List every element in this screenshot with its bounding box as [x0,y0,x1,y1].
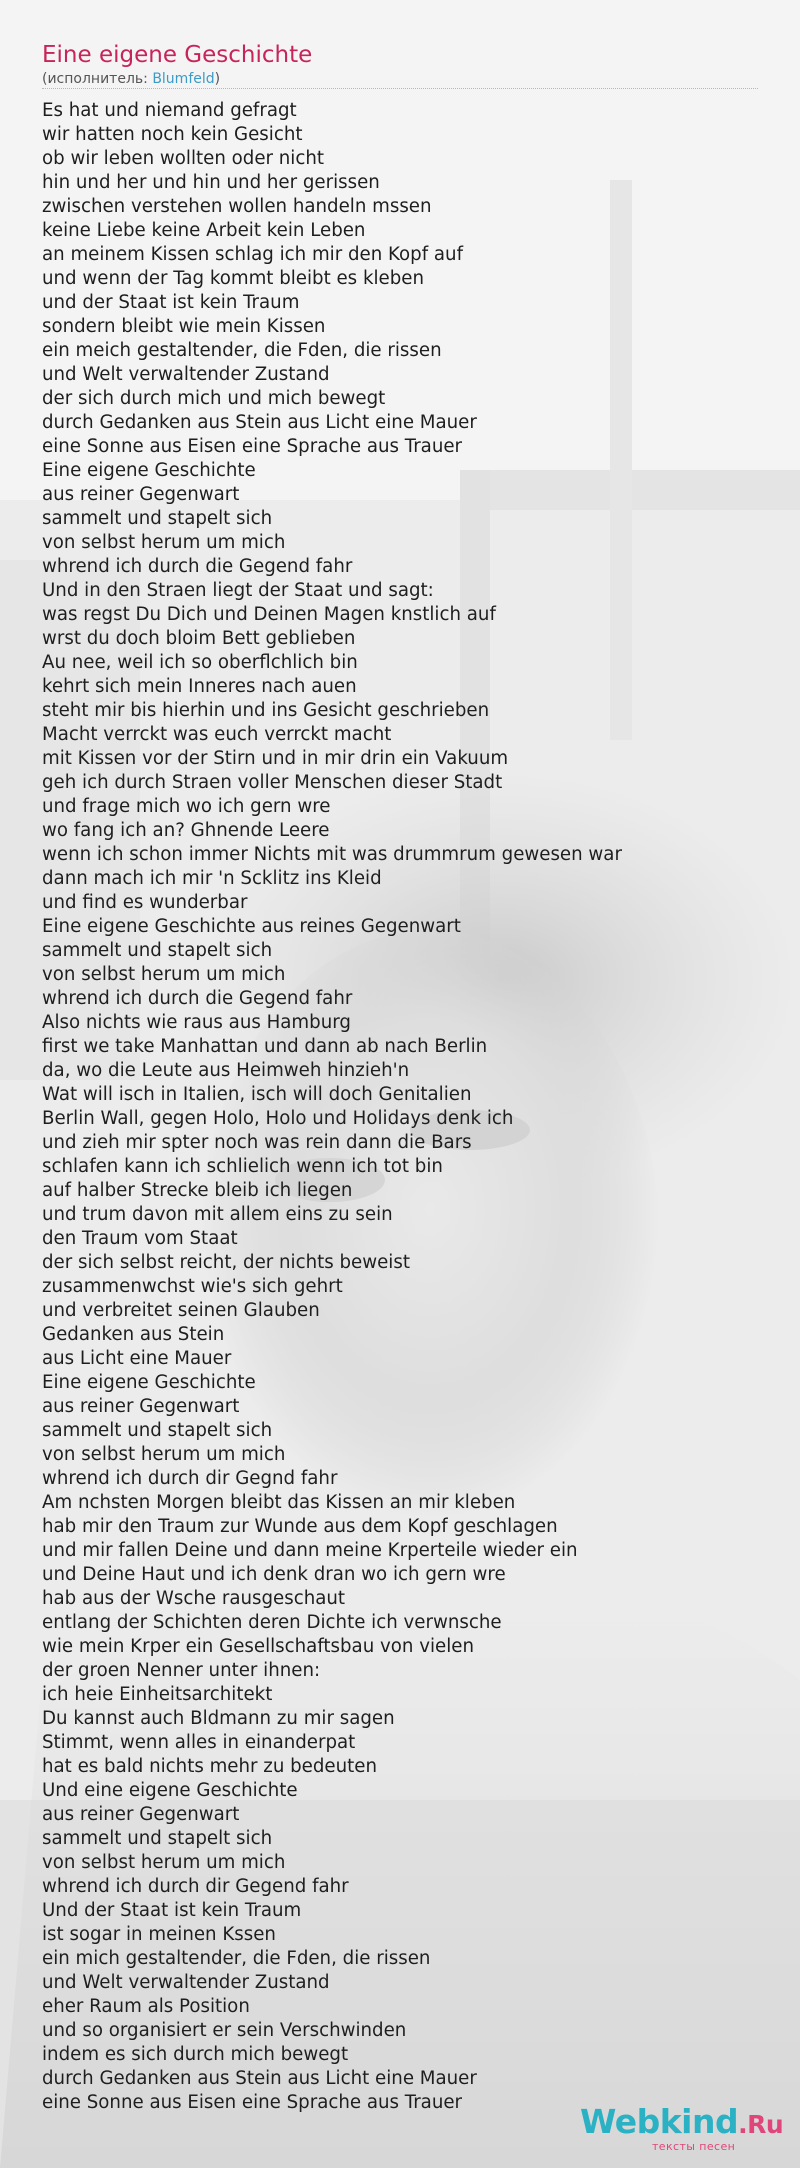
lyric-line: Also nichts wie raus aus Hamburg [42,1012,351,1033]
lyric-line: und find es wunderbar [42,892,248,913]
lyric-line: hab aus der Wsche rausgeschaut [42,1588,346,1609]
lyric-line: Berlin Wall, gegen Holo, Holo und Holidays denk ich [42,1108,514,1129]
lyric-line: zusammenwchst wie's sich gehrt [42,1276,343,1297]
lyric-line: und so organisiert er sein Verschwinden [42,2020,407,2041]
lyrics-text [42,99,772,2115]
lyric-line: und wenn der Tag kommt bleibt es kleben [42,268,424,289]
song-title: Eine eigene Geschichte [42,42,313,68]
lyric-line: Wat will isch in Italien, isch will doch Genitalien [42,1084,472,1105]
lyric-line: Stimmt, wenn alles in einanderpat [42,1732,356,1753]
lyric-line: und frage mich wo ich gern wre [42,796,331,817]
lyric-line: ein meich gestaltender, die Fden, die rissen [42,340,442,361]
lyric-line: Au nee, weil ich so oberflchlich bin [42,652,358,673]
lyric-line: und Welt verwaltender Zustand [42,364,330,385]
lyric-line: ich heie Einheitsarchitekt [42,1684,273,1705]
lyric-line: aus Licht eine Mauer [42,1348,232,1369]
lyric-line: Du kannst auch Bldmann zu mir sagen [42,1708,395,1729]
lyric-line: und Deine Haut und ich denk dran wo ich gern wre [42,1564,506,1585]
lyric-line: zwischen verstehen wollen handeln mssen [42,196,432,217]
lyric-line: von selbst herum um mich [42,1444,286,1465]
lyric-line: geh ich durch Straen voller Menschen dieser Stadt [42,772,503,793]
site-watermark [580,2102,784,2156]
watermark-tagline: тексты песен [652,2140,736,2153]
lyric-line: eher Raum als Position [42,1996,250,2017]
lyric-line: sondern bleibt wie mein Kissen [42,316,326,337]
lyric-line: Und in den Straen liegt der Staat und sagt: [42,580,434,601]
lyric-line: den Traum vom Staat [42,1228,238,1249]
lyric-line: whrend ich durch dir Gegnd fahr [42,1468,338,1489]
lyric-line: und mir fallen Deine und dann meine Krperteile wieder ein [42,1540,578,1561]
watermark-tld: .Ru [738,2110,784,2139]
lyric-line: ob wir leben wollten oder nicht [42,148,325,169]
lyric-line: Es hat und niemand gefragt [42,100,297,121]
lyric-line: ein mich gestaltender, die Fden, die rissen [42,1948,431,1969]
performer-line [42,70,220,88]
artist-link[interactable]: Blumfeld [152,71,215,87]
lyric-line: aus reiner Gegenwart [42,1804,240,1825]
lyric-line: durch Gedanken aus Stein aus Licht eine Mauer [42,412,477,433]
lyric-line: dann mach ich mir 'n Scklitz ins Kleid [42,868,382,889]
lyric-line: whrend ich durch die Gegend fahr [42,988,353,1009]
lyric-line: und verbreitet seinen Glauben [42,1300,320,1321]
lyric-line: hin und her und hin und her gerissen [42,172,380,193]
lyric-line: Eine eigene Geschichte [42,1372,256,1393]
lyric-line: hat es bald nichts mehr zu bedeuten [42,1756,377,1777]
lyric-line: Und der Staat ist kein Traum [42,1900,302,1921]
lyric-line: schlafen kann ich schlielich wenn ich tot bin [42,1156,443,1177]
lyric-line: aus reiner Gegenwart [42,1396,240,1417]
performer-prefix: (исполнитель: [42,71,153,87]
lyric-line: wo fang ich an? Ghnende Leere [42,820,330,841]
lyric-line: wir hatten noch kein Gesicht [42,124,303,145]
lyric-line: von selbst herum um mich [42,1852,286,1873]
lyric-line: sammelt und stapelt sich [42,1420,273,1441]
lyric-line: indem es sich durch mich bewegt [42,2044,349,2065]
watermark-brand: Webkind [580,2102,739,2141]
lyric-line: steht mir bis hierhin und ins Gesicht geschrieben [42,700,490,721]
lyric-line: eine Sonne aus Eisen eine Sprache aus Trauer [42,2092,463,2113]
lyric-line: der groen Nenner unter ihnen: [42,1660,321,1681]
lyric-line: der sich selbst reicht, der nichts beweist [42,1252,410,1273]
lyric-line: Eine eigene Geschichte aus reines Gegenwart [42,916,461,937]
watermark-logo [580,2104,783,2143]
lyric-line: whrend ich durch dir Gegend fahr [42,1876,349,1897]
lyric-line: keine Liebe keine Arbeit kein Leben [42,220,366,241]
lyric-line: Am nchsten Morgen bleibt das Kissen an mir kleben [42,1492,516,1513]
performer-suffix: ) [214,71,221,87]
lyric-line: sammelt und stapelt sich [42,1828,273,1849]
lyric-line: ist sogar in meinen Kssen [42,1924,276,1945]
lyric-line: mit Kissen vor der Stirn und in mir drin ein Vakuum [42,748,509,769]
lyric-line: da, wo die Leute aus Heimweh hinzieh'n [42,1060,410,1081]
lyric-line: von selbst herum um mich [42,964,286,985]
lyric-line: und trum davon mit allem eins zu sein [42,1204,393,1225]
lyric-line: eine Sonne aus Eisen eine Sprache aus Trauer [42,436,463,457]
lyric-line: und der Staat ist kein Traum [42,292,300,313]
lyric-line: auf halber Strecke bleib ich liegen [42,1180,353,1201]
lyric-line: hab mir den Traum zur Wunde aus dem Kopf geschlagen [42,1516,558,1537]
lyric-line: Eine eigene Geschichte [42,460,256,481]
title-divider [42,88,758,89]
lyric-line: der sich durch mich und mich bewegt [42,388,386,409]
lyric-line: und Welt verwaltender Zustand [42,1972,330,1993]
lyric-line: aus reiner Gegenwart [42,484,240,505]
lyric-line: first we take Manhattan und dann ab nach Berlin [42,1036,488,1057]
lyric-line: sammelt und stapelt sich [42,940,273,961]
lyric-line: sammelt und stapelt sich [42,508,273,529]
lyric-line: kehrt sich mein Inneres nach auen [42,676,357,697]
lyric-line: und zieh mir spter noch was rein dann die Bars [42,1132,472,1153]
lyric-line: Macht verrckt was euch verrckt macht [42,724,392,745]
lyric-line: durch Gedanken aus Stein aus Licht eine Mauer [42,2068,477,2089]
lyric-line: entlang der Schichten deren Dichte ich verwnsche [42,1612,502,1633]
lyric-line: Und eine eigene Geschichte [42,1780,298,1801]
lyric-line: wie mein Krper ein Gesellschaftsbau von vielen [42,1636,474,1657]
lyric-line: whrend ich durch die Gegend fahr [42,556,353,577]
lyric-line: wenn ich schon immer Nichts mit was drummrum gewesen war [42,844,622,865]
lyric-line: von selbst herum um mich [42,532,286,553]
lyric-line: an meinem Kissen schlag ich mir den Kopf auf [42,244,463,265]
lyric-line: wrst du doch bloim Bett geblieben [42,628,356,649]
lyric-line: Gedanken aus Stein [42,1324,225,1345]
lyric-line: was regst Du Dich und Deinen Magen knstlich auf [42,604,496,625]
